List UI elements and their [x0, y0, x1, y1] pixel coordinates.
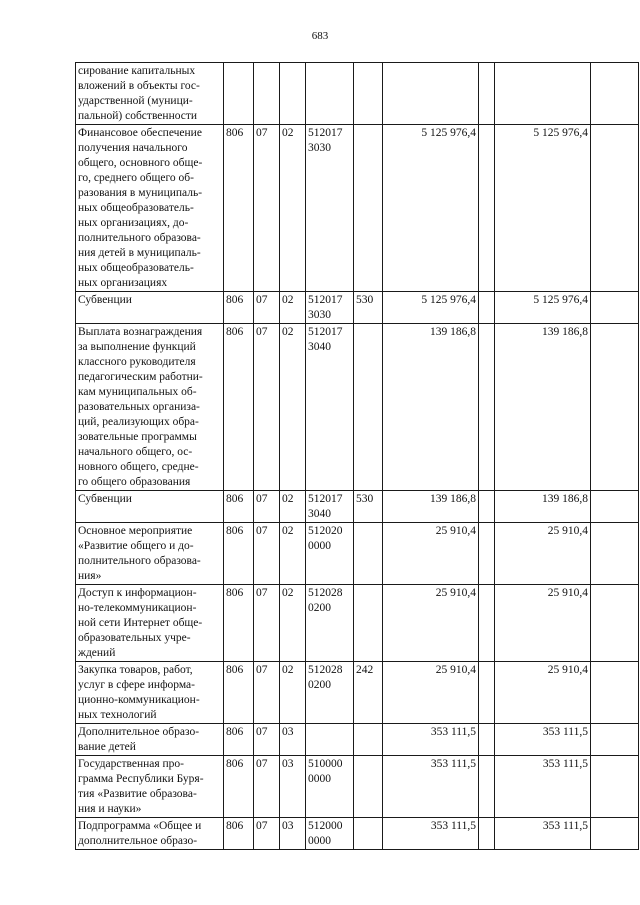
total-amount: 353 111,5	[383, 724, 479, 756]
table-row	[76, 523, 639, 585]
subsection-code: 02	[280, 523, 306, 585]
expense-type-code	[354, 523, 383, 585]
expense-type-code	[354, 125, 383, 292]
table-row	[76, 724, 639, 756]
ministry-code: 806	[224, 662, 254, 724]
empty-cell	[591, 125, 639, 292]
section-code	[254, 63, 280, 125]
amount-col-7	[479, 818, 495, 850]
total-amount: 25 910,4	[383, 662, 479, 724]
amount-col-7	[479, 63, 495, 125]
table-row	[76, 818, 639, 850]
subsection-code: 03	[280, 818, 306, 850]
subsection-code: 03	[280, 724, 306, 756]
row-name: Выплата вознаграждения за выполнение функций классного руководителя педагогическим работни- кам муниципальных об- разовательных организа- ций, реализующих обра- зовательные программы начального общего, ос- новного общего, средне- го общего образования	[76, 324, 224, 491]
total-amount: 353 111,5	[383, 818, 479, 850]
section-code: 07	[254, 585, 280, 662]
subsection-code: 02	[280, 585, 306, 662]
section-code: 07	[254, 818, 280, 850]
empty-cell	[591, 63, 639, 125]
section-code: 07	[254, 662, 280, 724]
empty-cell	[591, 756, 639, 818]
table-row	[76, 125, 639, 292]
amount-col-8: 139 186,8	[495, 324, 591, 491]
amount-col-7	[479, 585, 495, 662]
table-row	[76, 491, 639, 523]
empty-cell	[591, 292, 639, 324]
amount-col-7	[479, 523, 495, 585]
total-amount: 139 186,8	[383, 491, 479, 523]
target-code: 512017 3030	[306, 125, 354, 292]
amount-col-8: 139 186,8	[495, 491, 591, 523]
amount-col-8: 353 111,5	[495, 724, 591, 756]
amount-col-8: 25 910,4	[495, 662, 591, 724]
total-amount: 5 125 976,4	[383, 125, 479, 292]
table-row	[76, 662, 639, 724]
total-amount	[383, 63, 479, 125]
row-name: Финансовое обеспечение получения начального общего, основного обще- го, среднего общего об- разования в муниципаль- ных общеобразователь- ных организациях, до- полнительного образова- ния детей в муниципаль- ных общеобразователь- ных организациях	[76, 125, 224, 292]
row-name: Доступ к информацион- но-телекоммуникацион- ной сети Интернет обще- образовательных учре- ждений	[76, 585, 224, 662]
expense-type-code	[354, 756, 383, 818]
amount-col-8: 5 125 976,4	[495, 292, 591, 324]
amount-col-8: 353 111,5	[495, 756, 591, 818]
section-code: 07	[254, 491, 280, 523]
ministry-code: 806	[224, 125, 254, 292]
row-name: сирование капитальных вложений в объекты гос- ударственной (муници- пальной) собственности	[76, 63, 224, 125]
amount-col-7	[479, 662, 495, 724]
target-code	[306, 724, 354, 756]
table-row	[76, 292, 639, 324]
section-code: 07	[254, 292, 280, 324]
target-code	[306, 63, 354, 125]
section-code: 07	[254, 756, 280, 818]
ministry-code: 806	[224, 523, 254, 585]
empty-cell	[591, 662, 639, 724]
table-row	[76, 756, 639, 818]
ministry-code: 806	[224, 324, 254, 491]
expense-type-code	[354, 63, 383, 125]
amount-col-8: 5 125 976,4	[495, 125, 591, 292]
ministry-code: 806	[224, 585, 254, 662]
expense-type-code	[354, 724, 383, 756]
ministry-code: 806	[224, 724, 254, 756]
expense-type-code	[354, 585, 383, 662]
amount-col-7	[479, 491, 495, 523]
table-row	[76, 324, 639, 491]
subsection-code: 02	[280, 491, 306, 523]
empty-cell	[591, 585, 639, 662]
ministry-code: 806	[224, 818, 254, 850]
amount-col-7	[479, 125, 495, 292]
section-code: 07	[254, 724, 280, 756]
amount-col-8: 25 910,4	[495, 585, 591, 662]
expense-type-code	[354, 324, 383, 491]
expense-type-code: 530	[354, 491, 383, 523]
target-code: 512017 3040	[306, 491, 354, 523]
ministry-code: 806	[224, 292, 254, 324]
section-code: 07	[254, 523, 280, 585]
row-name: Подпрограмма «Общее и дополнительное образо-	[76, 818, 224, 850]
subsection-code: 03	[280, 756, 306, 818]
expense-type-code: 530	[354, 292, 383, 324]
target-code: 512028 0200	[306, 662, 354, 724]
total-amount: 353 111,5	[383, 756, 479, 818]
amount-col-7	[479, 724, 495, 756]
ministry-code: 806	[224, 756, 254, 818]
row-name: Дополнительное образо- вание детей	[76, 724, 224, 756]
empty-cell	[591, 818, 639, 850]
page-number: 683	[311, 30, 329, 42]
row-name: Закупка товаров, работ, услуг в сфере информа- ционно-коммуникацион- ных технологий	[76, 662, 224, 724]
table-row	[76, 63, 639, 125]
section-code: 07	[254, 125, 280, 292]
total-amount: 139 186,8	[383, 324, 479, 491]
expense-type-code	[354, 818, 383, 850]
target-code: 512000 0000	[306, 818, 354, 850]
expense-type-code: 242	[354, 662, 383, 724]
target-code: 512017 3030	[306, 292, 354, 324]
amount-col-8	[495, 63, 591, 125]
subsection-code: 02	[280, 324, 306, 491]
row-name: Государственная про- грамма Республики Буря- тия «Развитие образова- ния и науки»	[76, 756, 224, 818]
amount-col-7	[479, 292, 495, 324]
target-code: 512028 0200	[306, 585, 354, 662]
empty-cell	[591, 491, 639, 523]
total-amount: 25 910,4	[383, 523, 479, 585]
total-amount: 5 125 976,4	[383, 292, 479, 324]
target-code: 512020 0000	[306, 523, 354, 585]
row-name: Основное мероприятие «Развитие общего и до- полнительного образова- ния»	[76, 523, 224, 585]
amount-col-8: 353 111,5	[495, 818, 591, 850]
target-code: 512017 3040	[306, 324, 354, 491]
ministry-code	[224, 63, 254, 125]
amount-col-7	[479, 324, 495, 491]
row-name: Субвенции	[76, 292, 224, 324]
empty-cell	[591, 324, 639, 491]
subsection-code: 02	[280, 292, 306, 324]
total-amount: 25 910,4	[383, 585, 479, 662]
subsection-code	[280, 63, 306, 125]
ministry-code: 806	[224, 491, 254, 523]
subsection-code: 02	[280, 125, 306, 292]
amount-col-8: 25 910,4	[495, 523, 591, 585]
empty-cell	[591, 724, 639, 756]
budget-table	[75, 62, 639, 850]
amount-col-7	[479, 756, 495, 818]
section-code: 07	[254, 324, 280, 491]
empty-cell	[591, 523, 639, 585]
table-row	[76, 585, 639, 662]
target-code: 510000 0000	[306, 756, 354, 818]
row-name: Субвенции	[76, 491, 224, 523]
subsection-code: 02	[280, 662, 306, 724]
